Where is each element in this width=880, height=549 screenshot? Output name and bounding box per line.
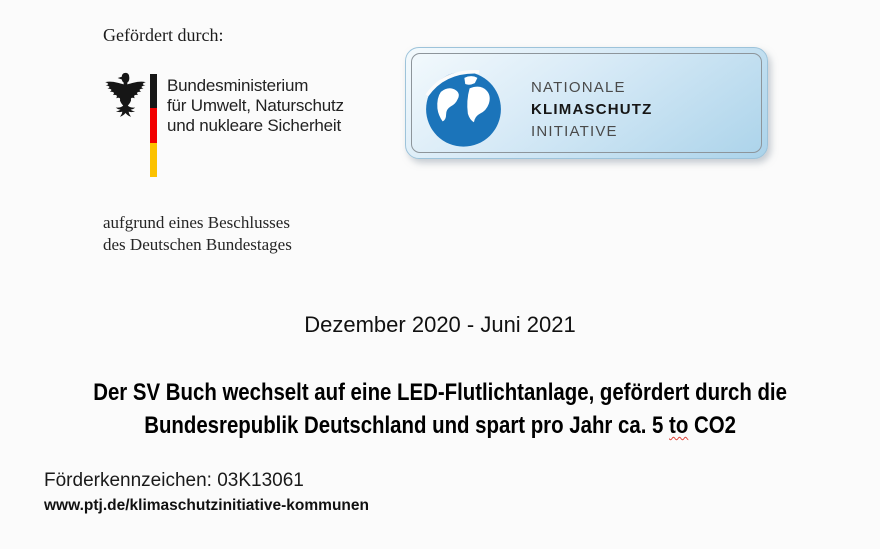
nki-logo-box — [405, 47, 768, 159]
ministry-name — [167, 76, 344, 136]
flag-red-stripe — [150, 108, 157, 142]
headline-line2-pre: Bundesrepublik Deutschland und spart pro Jahr ca. 5 — [144, 412, 664, 439]
bundesadler-eagle-icon — [102, 71, 149, 119]
bundestag-note — [103, 212, 292, 256]
nki-wordmark — [531, 77, 653, 143]
ministry-line-2: für Umwelt, Naturschutz — [167, 96, 344, 115]
bundestag-note-line-1: aufgrund eines Beschlusses — [103, 213, 290, 232]
bundestag-note-line-2: des Deutschen Bundestages — [103, 235, 292, 254]
flag-gold-stripe — [150, 143, 157, 177]
ministry-line-3: und nukleare Sicherheit — [167, 116, 342, 135]
headline-line-1: Der SV Buch wechselt auf eine LED-Flutlichtanlage, gefördert durch die — [93, 379, 787, 406]
nki-line-klimaschutz: KLIMASCHUTZ — [531, 101, 653, 118]
funding-code: Förderkennzeichen: 03K13061 — [44, 470, 304, 491]
ministry-line-1: Bundesministerium — [167, 76, 309, 95]
project-date-range: Dezember 2020 - Juni 2021 — [304, 312, 576, 337]
nki-line-initiative: INITIATIVE — [531, 123, 618, 140]
flag-black-stripe — [150, 74, 157, 108]
nki-line-nationale: NATIONALE — [531, 79, 626, 96]
german-flag-bar — [150, 74, 157, 177]
headline-line-2 — [0, 409, 880, 442]
website-url: www.ptj.de/klimaschutzinitiative-kommunen — [44, 497, 369, 514]
headline-spellcheck-word: to — [668, 412, 689, 439]
globe-icon — [420, 64, 507, 151]
headline-line2-post: CO2 — [693, 412, 736, 439]
funded-by-label: Gefördert durch: — [103, 25, 224, 45]
project-headline — [0, 376, 880, 442]
